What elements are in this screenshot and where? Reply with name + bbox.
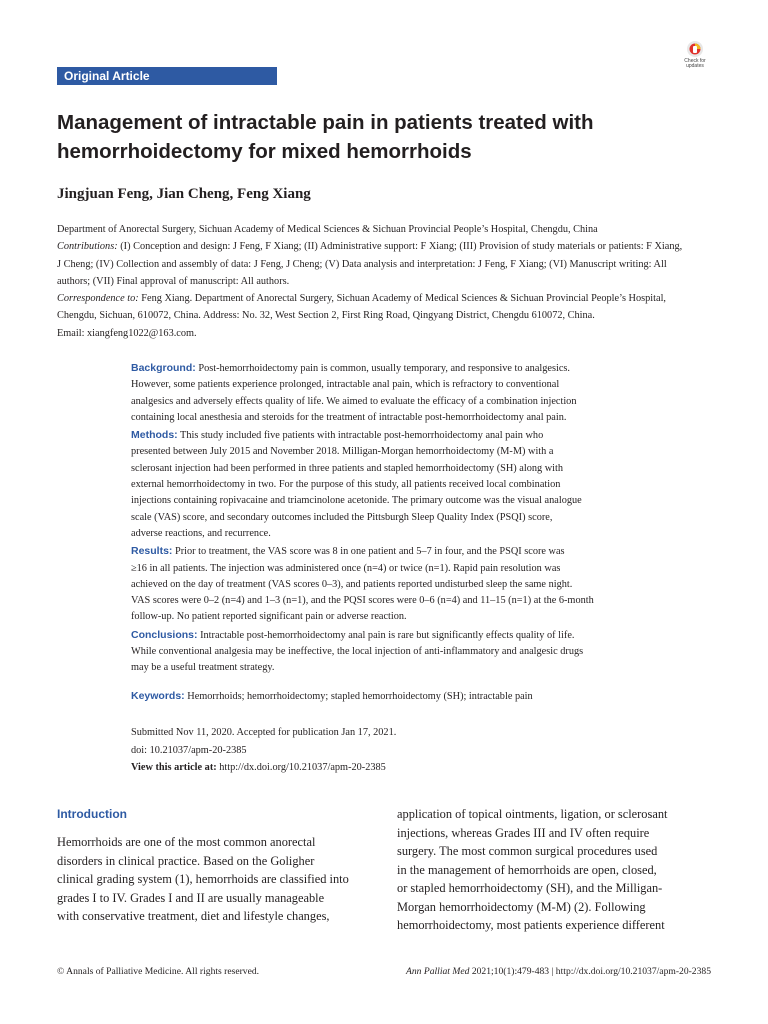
abstract-line — [131, 543, 636, 560]
abstract-line: VAS scores were 0–2 (n=4) and 1–3 (n=1), and the PQSI scores were 0–6 (n=4) and 11–15 (n=1) at the 6-month — [131, 595, 594, 607]
contributions-line — [57, 238, 711, 255]
contributions-text: authors; (VII) Final approval of manuscript: All authors. — [57, 275, 290, 287]
body-line: hemorrhoidectomy, most patients experience different — [397, 918, 665, 932]
correspondence-text: Chengdu, Sichuan, 610072, China. Address: No. 32, West Section 2, First Ring Road, Qingyang District, Chengdu 610072, China. — [57, 310, 595, 322]
body-line: or stapled hemorrhoidectomy (SH), and the Milligan- — [397, 881, 663, 895]
citation-text: 2021;10(1):479-483 | http://dx.doi.org/10.21037/apm-20-2385 — [469, 966, 711, 977]
contributions-text: (I) Conception and design: J Feng, F Xiang; (II) Administrative support: F Xiang; (III) Provision of study materials or patients: F Xiang, — [117, 241, 683, 253]
check-for-updates-icon — [680, 40, 710, 60]
journal-name: Ann Palliat Med — [406, 966, 470, 977]
body-line: Morgan hemorrhoidectomy (M-M) (2). Following — [397, 899, 646, 914]
keywords-text: Hemorrhoids; hemorrhoidectomy; stapled hemorrhoidectomy (SH); intractable pain — [184, 691, 533, 702]
abstract-results — [131, 543, 636, 625]
body-line: disorders in clinical practice. Based on the Goligher — [57, 853, 315, 868]
abstract-line: sclerosant injection had been performed in three patients and stapled hemorrhoidectomy (SH) along with — [131, 462, 564, 474]
abstract-line: follow-up. No patient reported significant pain or adverse reaction. — [131, 611, 407, 623]
correspondence-text: Feng Xiang. Department of Anorectal Surgery, Sichuan Academy of Medical Sciences & Sichuan Provincial People’s Hospital, — [138, 293, 667, 305]
contributions-label: Contributions: — [57, 241, 118, 253]
correspondence-line — [57, 290, 711, 307]
affiliation-block — [57, 221, 711, 342]
abstract-line: However, some patients experience prolonged, intractable anal pain, which is refractory to conventional — [131, 379, 560, 391]
footer-copyright: © Annals of Palliative Medicine. All rights reserved. — [57, 966, 260, 977]
check-for-updates-caption: Check for updates — [684, 58, 706, 69]
view-article-url[interactable]: http://dx.doi.org/10.21037/apm-20-2385 — [216, 762, 386, 773]
results-heading: Results: — [131, 545, 173, 558]
contributions-text: J Cheng; (IV) Collection and assembly of data: J Feng, J Cheng; (V) Data analysis and interpretation: J Feng, F Xiang; (VI) Manuscript writing: All — [57, 258, 667, 270]
submission-dates: Submitted Nov 11, 2020. Accepted for publication Jan 17, 2021. — [131, 727, 397, 738]
abstract-line: scale (VAS) score, and secondary outcomes included the Pittsburgh Sleep Quality Index (PSQI) score, — [131, 511, 553, 523]
keywords-heading: Keywords: — [131, 690, 185, 702]
abstract-text: Prior to treatment, the VAS score was 8 in one patient and 5–7 in four, and the PSQI score was — [172, 546, 565, 558]
abstract-text: Intractable post-hemorrhoidectomy anal pain is rare but significantly effects quality of life. — [197, 629, 575, 641]
abstract-line — [131, 427, 636, 444]
methods-heading: Methods: — [131, 429, 178, 442]
body-line: injections, whereas Grades III and IV often require — [397, 825, 650, 840]
submission-info — [131, 724, 636, 777]
author-list: Jingjuan Feng, Jian Cheng, Feng Xiang — [57, 186, 311, 202]
view-article-label: View this article at: — [131, 762, 217, 773]
title-line: Management of intractable pain in patients treated with — [57, 111, 594, 134]
abstract-line — [131, 360, 636, 377]
introduction-column-left — [57, 833, 367, 926]
check-for-updates-badge[interactable] — [680, 40, 710, 74]
introduction-heading: Introduction — [57, 807, 127, 821]
body-line: Hemorrhoids are one of the most common anorectal — [57, 835, 316, 849]
abstract-line: may be a useful treatment strategy. — [131, 662, 275, 674]
conclusions-heading: Conclusions: — [131, 628, 198, 641]
body-line: clinical grading system (1), hemorrhoids are classified into — [57, 872, 349, 886]
article-title — [57, 108, 677, 166]
abstract-text: Post-hemorrhoidectomy pain is common, usually temporary, and responsive to analgesics. — [195, 363, 570, 374]
body-line: application of topical ointments, ligation, or sclerosant — [397, 807, 668, 821]
abstract-line: injections containing ropivacaine and triamcinolone acetonide. The primary outcome was the visual analogue — [131, 495, 582, 507]
abstract-line: external hemorrhoidectomy in two. For the purpose of this study, all patients received local combination — [131, 479, 561, 491]
abstract-line: containing local anesthesia and steroids for the treatment of intractable post-hemorrhoidectomy anal pain. — [131, 411, 567, 423]
abstract-methods — [131, 427, 636, 542]
abstract-line: analgesics and adversely effects quality of life. We aimed to evaluate the efficacy of a combination injection — [131, 395, 577, 407]
correspondence-email[interactable]: Email: xiangfeng1022@163.com. — [57, 327, 197, 339]
body-line: in the management of hemorrhoids are open, closed, — [397, 862, 657, 877]
keywords — [131, 690, 636, 702]
department: Department of Anorectal Surgery, Sichuan Academy of Medical Sciences & Sichuan Provincial People’s Hospital, Chengdu, China — [57, 224, 598, 235]
article-link[interactable] — [131, 759, 636, 777]
title-line: hemorrhoidectomy for mixed hemorrhoids — [57, 140, 472, 163]
abstract-line: adverse reactions, and recurrence. — [131, 527, 271, 539]
abstract — [131, 360, 636, 678]
article-type-label: Original Article — [57, 67, 277, 85]
abstract-text: This study included five patients with intractable post-hemorrhoidectomy anal pain who — [177, 430, 544, 442]
abstract-conclusions — [131, 627, 636, 677]
body-line: surgery. The most common surgical procedures used — [397, 844, 658, 858]
body-line: with conservative treatment, diet and lifestyle changes, — [57, 909, 330, 923]
correspondence-label: Correspondence to: — [57, 293, 139, 305]
abstract-line: While conventional analgesia may be ineffective, the local injection of anti-inflammatory and analgesic drugs — [131, 646, 584, 658]
abstract-line: ≥16 in all patients. The injection was administered once (n=4) or twice (n=1). Rapid pain resolution was — [131, 562, 561, 574]
introduction-column-right — [397, 805, 707, 935]
abstract-line — [131, 627, 636, 644]
doi: doi: 10.21037/apm-20-2385 — [131, 744, 247, 756]
footer-citation — [406, 966, 711, 977]
background-heading: Background: — [131, 362, 196, 374]
body-line: grades I to IV. Grades I and II are usually manageable — [57, 890, 325, 905]
abstract-line: achieved on the day of treatment (VAS scores 0–3), and patients reported undisturbed sleep the same night. — [131, 578, 573, 590]
abstract-background — [131, 360, 636, 426]
abstract-line: presented between July 2015 and November 2018. Milligan-Morgan hemorrhoidectomy (M-M) with a — [131, 446, 554, 458]
